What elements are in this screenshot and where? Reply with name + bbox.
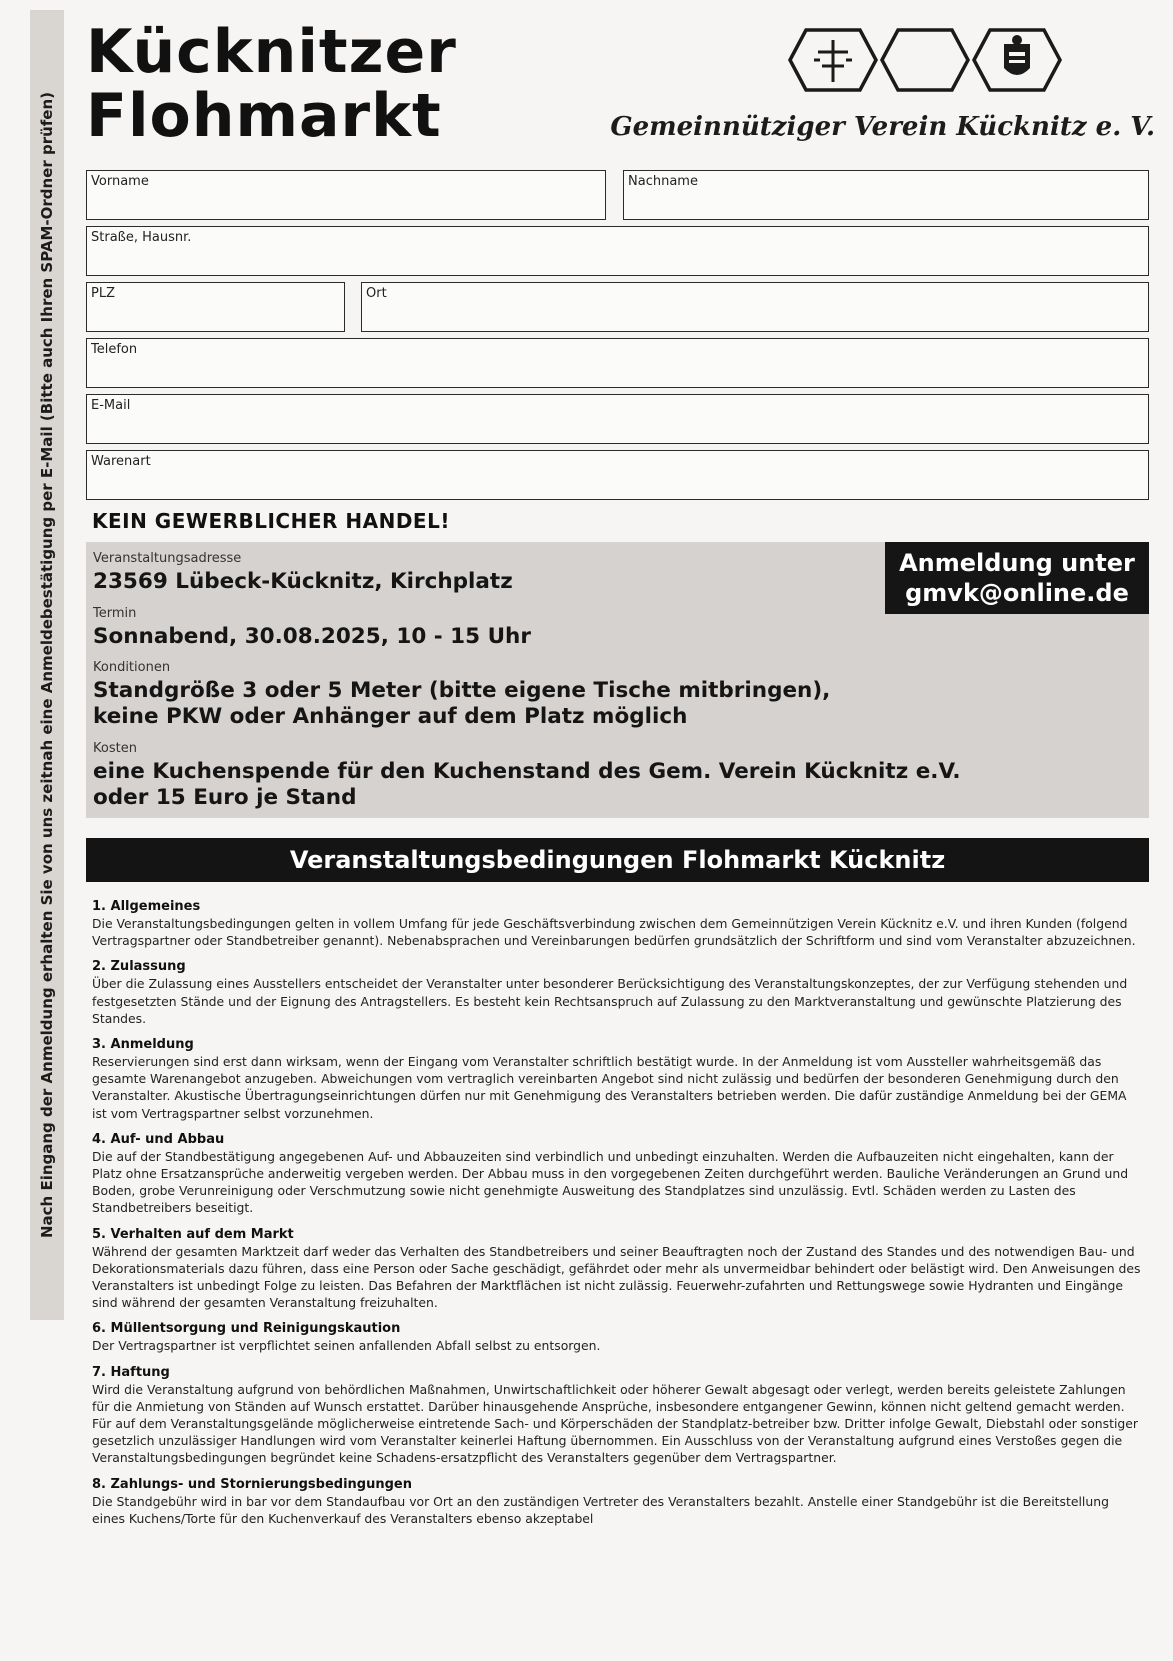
no-commercial-notice: KEIN GEWERBLICHER HANDEL! <box>92 509 450 533</box>
term-item <box>92 1364 1142 1467</box>
club-name: Gemeinnütziger Verein Kücknitz e. V. <box>610 112 1155 142</box>
term-text: Die Veranstaltungsbedingungen gelten in vollem Umfang für jede Geschäftsverbindung zwischen dem Gemeinnützigen Verein Kücknitz e.V. und ihren Kunden (folgend Vertragspartner oder Standbetreiber genannt). Nebenabsprachen und Vereinbarungen bedürfen grundsätzlich der Schriftform und sind vom Veranstalter abzuzeichnen. <box>92 916 1136 949</box>
terms-list <box>92 898 1142 1536</box>
term-text: Die auf der Standbestätigung angegebenen Auf- und Abbauzeiten sind verbindlich und unbedingt einzuhalten. Werden die Aufbauzeiten nicht eingehalten, kann der Platz ohne Ersatzansprüche anderweitig vergeben werden. Der Abbau muss in den vorgegebenen Zeiten durchgeführt werden. Bauliche Veränderungen an Grund und Boden, grobe Verunreinigung oder Verschmutzung sowie nicht genehmigte Ausweitung des Standplatzes sind unzulässig. Evtl. Schäden werden zu Lasten des Standbetreibers beseitigt. <box>92 1148 1129 1216</box>
zip-field <box>86 282 345 332</box>
address-label: Veranstaltungsadresse <box>93 551 242 566</box>
coat-of-arms-icon <box>1004 35 1030 75</box>
term-item <box>92 1226 1142 1312</box>
cost-label: Kosten <box>93 741 137 756</box>
city-label: Ort <box>366 286 387 301</box>
last-name-field <box>623 170 1149 220</box>
first-name-field <box>86 170 606 220</box>
term-heading: 5. Verhalten auf dem Markt <box>92 1226 294 1242</box>
term-heading: 2. Zulassung <box>92 959 186 975</box>
logo-hexagon-middle <box>882 30 968 90</box>
street-input[interactable] <box>93 247 1142 271</box>
term-heading: 8. Zahlungs- und Stornierungsbedingungen <box>92 1476 412 1492</box>
email-field <box>86 394 1149 444</box>
term-heading: 7. Haftung <box>92 1364 170 1380</box>
email-input[interactable] <box>93 415 1142 439</box>
cost-line-1: eine Kuchenspende für den Kuchenstand des Gem. Verein Kücknitz e.V. <box>93 759 961 784</box>
terms-title: Veranstaltungsbedingungen Flohmarkt Kücknitz <box>86 838 1149 882</box>
term-heading: 1. Allgemeines <box>92 899 201 914</box>
term-item <box>92 898 1142 949</box>
term-item <box>92 958 1142 1027</box>
term-heading: 3. Anmeldung <box>92 1037 194 1053</box>
term-text: Der Vertragspartner ist verpflichtet seinen anfallenden Abfall selbst zu entsorgen. <box>92 1338 601 1354</box>
zip-input[interactable] <box>93 303 338 327</box>
date-label: Termin <box>93 606 137 621</box>
street-label: Straße, Hausnr. <box>91 230 192 245</box>
zip-label: PLZ <box>91 286 115 301</box>
term-text: Während der gesamten Marktzeit darf weder das Verhalten des Standbetreibers und seiner Beauftragten noch der Zustand des Standes und des notwendigen Bau- und Dekorationsmaterials dazu führen, dass eine Person oder Sache geschädigt, gefährdet oder mehr als unvermeidbar behindert oder belästigt wird. Den Anweisungen des Veranstalters ist unbedingt Folge zu leisten. Das Befahren der Marktflächen ist nicht zulässig. Feuerwehr-zufahrten und Rettungswege sowie Hydranten und Eingänge sind während der gesamten Veranstaltung freizuhalten. <box>92 1243 1141 1311</box>
side-note: Nach Eingang der Anmeldung erhalten Sie von uns zeitnah eine Anmeldebestätigung per E-Mail (Bitte auch Ihren SPAM-Ordner prüfen) <box>38 91 56 1239</box>
term-heading: 4. Auf- und Abbau <box>92 1131 225 1147</box>
term-text: Über die Zulassung eines Ausstellers entscheidet der Veranstalter unter besonderer Berücksichtigung des Veranstaltungskonzeptes, der zur Verfügung stehenden und festgesetzten Stände und der Eignung des Antragstellers. Es besteht kein Rechtsanspruch auf Zulassung zu den Marktveranstaltung und gewünschte Platzierung des Standes. <box>92 976 1128 1026</box>
term-item <box>92 1036 1142 1122</box>
phone-field <box>86 338 1149 388</box>
term-text: Wird die Veranstaltung aufgrund von behördlichen Maßnahmen, Unwirtschaftlichkeit oder höherer Gewalt abgesagt oder verlegt, werden bereits geleistete Zahlungen für die Anmietung von Ständen auf Wunsch erstattet. Darüber hinausgehende Ansprüche, insbesondere entgangener Gewinn, können nicht geltend gemacht werden. Für auf dem Veranstaltungsgelände möglicherweise eintretende Sach- und Körperschäden der Standplatz-betreiber bzw. Dritter infolge Gewalt, Diebstahl oder sonstiger gesetzlich unzulässiger Handlungen wird vom Veranstalter keinerlei Haftung übernommen. Ein Ausschluss von der Veranstaltung aufgrund eines Verstoßes gegen die Veranstaltungsbedingungen begründet keine Schadens-ersatzpflicht des Veranstalters gegenüber dem Vertragspartner. <box>92 1381 1138 1466</box>
last-name-label: Nachname <box>628 174 698 189</box>
goods-type-input[interactable] <box>93 471 1142 495</box>
term-heading: 6. Müllentsorgung und Reinigungskaution <box>92 1321 401 1337</box>
first-name-label: Vorname <box>91 174 149 189</box>
title-line-1: Kücknitzer <box>86 17 457 87</box>
city-field <box>361 282 1149 332</box>
term-item <box>92 1131 1142 1217</box>
cross-icon <box>814 40 852 82</box>
last-name-input[interactable] <box>630 191 1142 215</box>
conditions-line-1: Standgröße 3 oder 5 Meter (bitte eigene Tische mitbringen), <box>93 678 831 703</box>
event-date: Sonnabend, 30.08.2025, 10 - 15 Uhr <box>93 624 531 649</box>
term-item <box>92 1320 1142 1354</box>
goods-type-field <box>86 450 1149 500</box>
goods-type-label: Warenart <box>91 454 151 469</box>
term-item <box>92 1476 1142 1527</box>
conditions-line-2: keine PKW oder Anhänger auf dem Platz möglich <box>93 704 688 729</box>
event-address: 23569 Lübeck-Kücknitz, Kirchplatz <box>93 569 513 594</box>
registration-line-1: Anmeldung unter <box>899 549 1135 577</box>
term-text: Die Standgebühr wird in bar vor dem Standaufbau vor Ort an den zuständigen Vertreter des Veranstalters bezahlt. Anstelle einer Standgebühr ist die Bereitstellung eines Kuchens/Torte für den Kuchenverkauf des Veranstalters ebenso akzeptabel <box>92 1493 1109 1526</box>
street-field <box>86 226 1149 276</box>
phone-label: Telefon <box>91 342 138 357</box>
phone-input[interactable] <box>93 359 1142 383</box>
conditions-label: Konditionen <box>93 660 171 675</box>
city-input[interactable] <box>368 303 1142 327</box>
club-logo-icon <box>786 24 1066 96</box>
page-title <box>86 17 457 151</box>
registration-box <box>885 542 1149 614</box>
registration-email: gmvk@online.de <box>905 579 1129 607</box>
term-text: Reservierungen sind erst dann wirksam, wenn der Eingang vom Veranstalter schriftlich bestätigt wurde. In der Anmeldung ist vom Aussteller wahrheitsgemäß das gesamte Warenangebot anzugeben. Abweichungen vom vertraglich vereinbarten Angebot sind nicht zulässig und bedürfen der besonderen Genehmigung durch den Veranstalter. Akustische Übertragungseinrichtungen dürfen nur mit Genehmigung des Veranstalters betrieben werden. Die dafür zuständige Anmeldung bei der GEMA ist vom Vertragspartner selbst vorzunehmen. <box>92 1054 1127 1121</box>
title-line-2: Flohmarkt <box>86 81 442 151</box>
first-name-input[interactable] <box>93 191 599 215</box>
email-label: E-Mail <box>91 398 131 413</box>
cost-line-2: oder 15 Euro je Stand <box>93 785 357 810</box>
